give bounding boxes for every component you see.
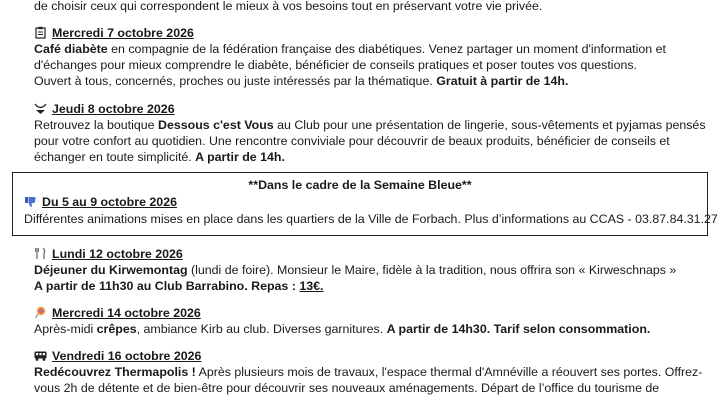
event-date: Lundi 12 octobre 2026 — [52, 247, 183, 261]
event-text: Après plusieurs mois de travaux, l'espace thermal d'Amnéville a réouvert ses portes. Offrez- — [195, 365, 703, 379]
event-time: A partir de 11h30 au Club Barrabino. Repas : — [34, 279, 300, 293]
thumbs-down-icon — [24, 194, 38, 210]
event-crepes — [34, 305, 704, 337]
box-text: Différentes animations mises en place dans les quartiers de la Ville de Forbach. Plus d’informations au CCAS - 03.87.84.31.27 — [24, 212, 718, 226]
event-text: échanger en toute simplicité. — [34, 150, 196, 164]
box-heading — [24, 194, 177, 210]
event-time: A partir de 14h. — [195, 150, 285, 164]
event-title: Redécouvrez Thermapolis ! — [34, 365, 196, 379]
event-thermapolis — [34, 348, 704, 396]
lingerie-icon — [34, 101, 48, 117]
event-date: Vendredi 16 octobre 2026 — [52, 349, 202, 363]
event-line-2: d'échanges pour mieux comprendre le diabète, bénéficier de conseils pratiques et poser toutes vos questions. — [34, 58, 637, 72]
event-title: Dessous c'est Vous — [158, 118, 274, 132]
box-date: Du 5 au 9 octobre 2026 — [42, 195, 177, 209]
event-line-1 — [34, 41, 704, 57]
event-heading — [34, 101, 704, 117]
event-date: Mercredi 14 octobre 2026 — [52, 306, 201, 320]
event-time: Gratuit à partir de 14h. — [436, 74, 569, 88]
event-heading — [34, 246, 704, 262]
event-line-2 — [34, 278, 704, 294]
intro-line: de choisir ceux qui correspondent le mieux à vos besoins tout en préservant votre vie privée. — [34, 0, 543, 13]
event-price: 13€. — [299, 279, 324, 293]
bus-icon — [34, 348, 48, 364]
event-text: en compagnie de la fédération française des diabétiques. Venez partager un moment d'information et — [107, 42, 666, 56]
event-line-1 — [34, 321, 704, 337]
box-title: **Dans le cadre de la Semaine Bleue** — [248, 178, 472, 192]
event-title: Café diabète — [34, 42, 108, 56]
event-text: Retrouvez la boutique — [34, 118, 158, 132]
event-time: A partir de 14h30. Tarif selon consommation. — [386, 322, 651, 336]
event-heading — [34, 25, 704, 41]
event-heading — [34, 348, 704, 364]
event-line-1 — [34, 364, 704, 380]
lollipop-icon — [34, 305, 48, 321]
clipboard-icon — [34, 25, 48, 41]
event-line-1 — [34, 262, 704, 278]
intro-paragraph — [34, 0, 704, 14]
event-title: Déjeuner du Kirwemontag — [34, 263, 188, 277]
event-cafe-diabete — [34, 25, 704, 89]
cutlery-icon — [34, 246, 48, 262]
event-line-3 — [34, 149, 704, 165]
event-text: Après-midi — [34, 322, 97, 336]
event-title: crêpes — [96, 322, 137, 336]
event-line-3 — [34, 73, 704, 89]
event-text: au Club pour une présentation de lingerie, sous-vêtements et pyjamas pensés — [273, 118, 706, 132]
event-text: Ouvert à tous, concernés, proches ou juste intéressés par la thématique. — [34, 74, 437, 88]
semaine-bleue-box — [12, 172, 718, 236]
event-line-2: vous 2h de détente et de bien-être pour découvrir ses nouveaux aménagements. Départ de l’office du tourisme de — [34, 381, 660, 395]
event-date: Jeudi 8 octobre 2026 — [52, 102, 175, 116]
event-date: Mercredi 7 octobre 2026 — [52, 26, 194, 40]
event-dessous-cest-vous — [34, 101, 704, 165]
event-kirwemontag — [34, 246, 704, 294]
event-heading — [34, 305, 704, 321]
event-line-2: pour votre confort au quotidien. Une rencontre conviviale pour découvrir de beaux produits, bénéficier de conseils et — [34, 134, 670, 148]
event-text: (lundi de foire). Monsieur le Maire, fidèle à la tradition, nous offrira son « Kirweschnaps » — [187, 263, 677, 277]
event-line-1 — [34, 117, 704, 133]
event-text: , ambiance Kirb au club. Diverses garnitures. — [136, 322, 387, 336]
